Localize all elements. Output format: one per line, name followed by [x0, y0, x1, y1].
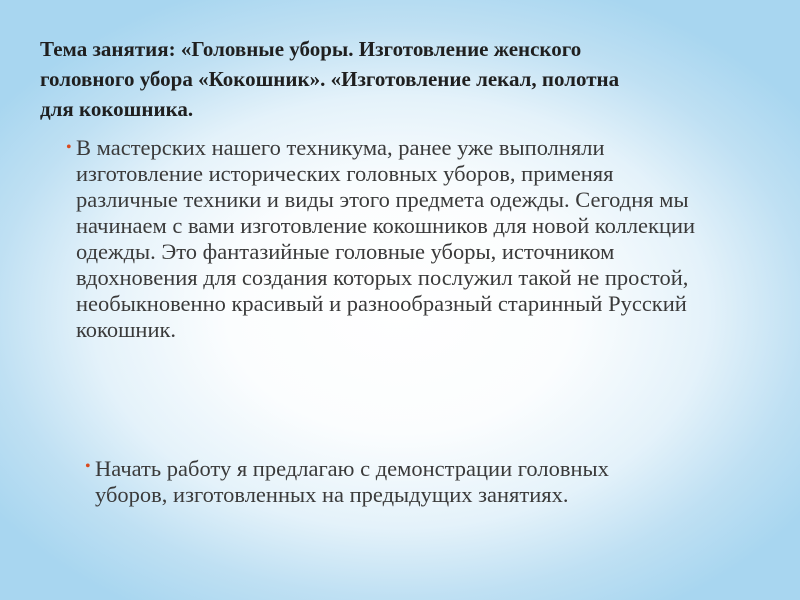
bullet-item-workshops	[66, 135, 706, 343]
bullet-marker-icon: •	[85, 458, 91, 475]
bullet-item-demonstration	[85, 456, 655, 508]
bullet-marker-icon: •	[66, 139, 72, 156]
bullet-text: Начать работу я предлагаю с демонстрации головных уборов, изготовленных на предыдущих занятиях.	[95, 456, 609, 507]
bullet-text: В мастерских нашего техникума, ранее уже выполняли изготовление исторических головных уборов, применяя различные техники и виды этого предмета одежды. Сегодня мы начинаем с вами изготовление кокошников для новой коллекции одежды. Это фантазийные головные уборы, источником вдохновения для создания которых послужил такой не простой, необыкновенно красивый и разнообразный старинный Русский кокошник.	[76, 135, 696, 342]
slide-title: Тема занятия: «Головные уборы. Изготовление женского головного убора «Кокошник». «Изготовление лекал, полотна для кокошника.	[40, 37, 620, 121]
